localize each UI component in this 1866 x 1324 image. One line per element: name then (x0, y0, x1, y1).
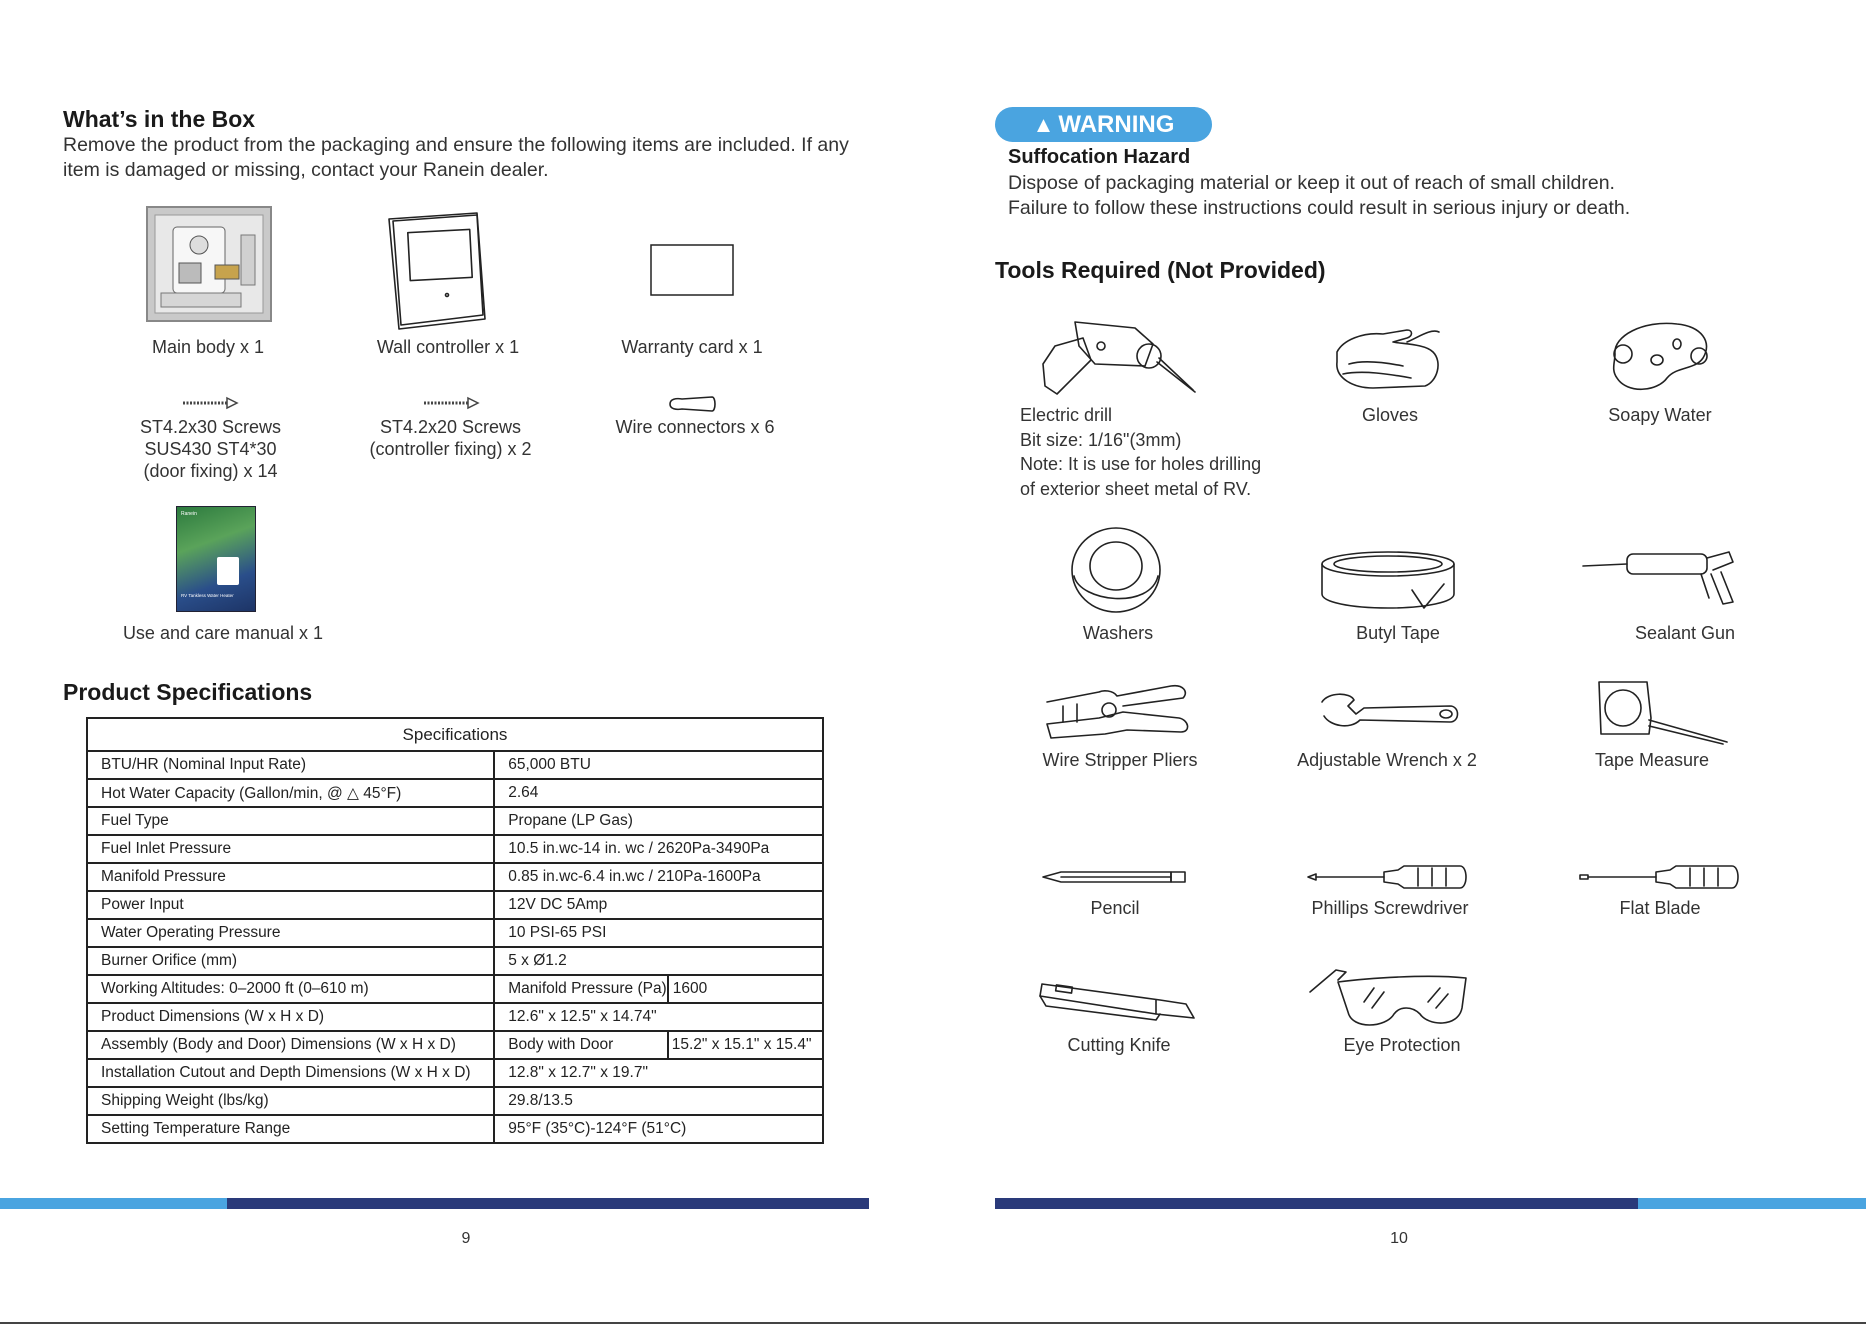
electric-drill-caption: Electric drill Bit size: 1/16"(3mm) Note: It is use for holes drilling of exterior sheet metal of RV. (1020, 405, 1262, 499)
page-number-left: 9 (461, 1230, 471, 1247)
main-body-caption: Main body x 1 (151, 337, 265, 357)
soapy-water-icon (1603, 318, 1719, 396)
door-screw-icon (183, 398, 237, 408)
table-row: Power Input 12V DC 5Amp (87, 891, 823, 919)
wire-stripper-caption: Wire Stripper Pliers (1042, 750, 1198, 770)
cutting-knife-icon (1036, 980, 1196, 1022)
warranty-card-caption: Warranty card x 1 (621, 337, 763, 357)
table-row: Installation Cutout and Depth Dimensions (W x H x D) 12.8" x 12.7" x 19.7" (87, 1059, 823, 1087)
manual-cover-image: Ranein RV Tankless Water Heater (176, 506, 256, 612)
wall-controller-caption: Wall controller x 1 (376, 337, 520, 357)
tools-required-title: Tools Required (Not Provided) (995, 257, 1326, 283)
gloves-caption: Gloves (1361, 405, 1419, 425)
door-screws-caption: ST4.2x30 Screws SUS430 ST4*30 (door fixing) x 14 (139, 417, 282, 481)
footer-bar-light (0, 1198, 227, 1209)
butyl-tape-icon (1320, 550, 1460, 610)
manual-caption: Use and care manual x 1 (122, 623, 324, 643)
cutting-knife-caption: Cutting Knife (1067, 1035, 1171, 1055)
adjustable-wrench-caption: Adjustable Wrench x 2 (1297, 750, 1477, 770)
sealant-gun-caption: Sealant Gun (1634, 623, 1736, 643)
spec-table-header: Specifications (87, 718, 823, 751)
gloves-icon (1333, 322, 1445, 392)
eye-protection-icon (1308, 968, 1468, 1032)
pencil-icon (1043, 870, 1187, 884)
warranty-card-image (650, 244, 734, 296)
butyl-tape-caption: Butyl Tape (1356, 623, 1440, 643)
tape-measure-icon (1595, 678, 1731, 744)
hazard-title: Suffocation Hazard (1008, 146, 1191, 168)
table-row: Working Altitudes: 0–2000 ft (0–610 m) Manifold Pressure (Pa) 1600 (87, 975, 823, 1003)
warning-triangle-icon: ▲ (1032, 111, 1055, 137)
phillips-screwdriver-icon (1308, 864, 1468, 890)
wall-controller-image (385, 211, 489, 333)
footer-bar-navy (227, 1198, 869, 1209)
table-row: Water Operating Pressure 10 PSI-65 PSI (87, 919, 823, 947)
electric-drill-icon (1035, 316, 1195, 394)
table-row: Fuel Type Propane (LP Gas) (87, 807, 823, 835)
flat-blade-caption: Flat Blade (1619, 898, 1701, 918)
pencil-caption: Pencil (1090, 898, 1140, 918)
main-body-image (145, 205, 273, 325)
table-row: Burner Orifice (mm) 5 x Ø1.2 (87, 947, 823, 975)
footer-bar-navy-right (995, 1198, 1638, 1209)
wire-connectors-caption: Wire connectors x 6 (615, 417, 775, 437)
table-row: Assembly (Body and Door) Dimensions (W x H x D) Body with Door 15.2" x 15.1" x 15.4" (87, 1031, 823, 1059)
washers-caption: Washers (1082, 623, 1154, 643)
table-row: Setting Temperature Range 95°F (35°C)-124°F (51°C) (87, 1115, 823, 1143)
table-row: Product Dimensions (W x H x D) 12.6" x 12.5" x 14.74" (87, 1003, 823, 1031)
table-row: BTU/HR (Nominal Input Rate) 65,000 BTU (87, 751, 823, 779)
table-row: Shipping Weight (lbs/kg) 29.8/13.5 (87, 1087, 823, 1115)
footer-bar-light-right (1638, 1198, 1866, 1209)
tape-measure-caption: Tape Measure (1594, 750, 1710, 770)
adjustable-wrench-icon (1320, 692, 1460, 732)
wire-connector-icon (668, 395, 718, 413)
phillips-screwdriver-caption: Phillips Screwdriver (1311, 898, 1469, 918)
sealant-gun-icon (1583, 548, 1739, 604)
whats-in-box-title: What’s in the Box (63, 106, 256, 132)
hazard-text: Dispose of packaging material or keep it out of reach of small children. Failure to follow these instructions could result in serious injury or death. (1008, 172, 1631, 219)
eye-protection-caption: Eye Protection (1343, 1035, 1461, 1055)
controller-screw-icon (424, 398, 478, 408)
table-row: Manifold Pressure 0.85 in.wc-6.4 in.wc / 210Pa-1600Pa (87, 863, 823, 891)
washer-icon (1070, 526, 1166, 616)
warning-badge: ▲ WARNING (995, 107, 1212, 142)
table-row: Hot Water Capacity (Gallon/min, @ △ 45°F) 2.64 (87, 779, 823, 807)
soapy-water-caption: Soapy Water (1608, 405, 1712, 425)
table-row: Fuel Inlet Pressure 10.5 in.wc-14 in. wc / 2620Pa-3490Pa (87, 835, 823, 863)
specifications-table (86, 717, 824, 1144)
controller-screws-caption: ST4.2x20 Screws (controller fixing) x 2 (369, 417, 532, 459)
product-specs-title: Product Specifications (63, 679, 313, 705)
flat-blade-screwdriver-icon (1580, 864, 1740, 890)
wire-stripper-icon (1043, 682, 1195, 740)
page-number-right: 10 (1390, 1230, 1408, 1247)
whats-in-box-intro: Remove the product from the packaging and ensure the following items are included. If any item is damaged or missing, contact your Ranein dealer. (63, 134, 849, 181)
